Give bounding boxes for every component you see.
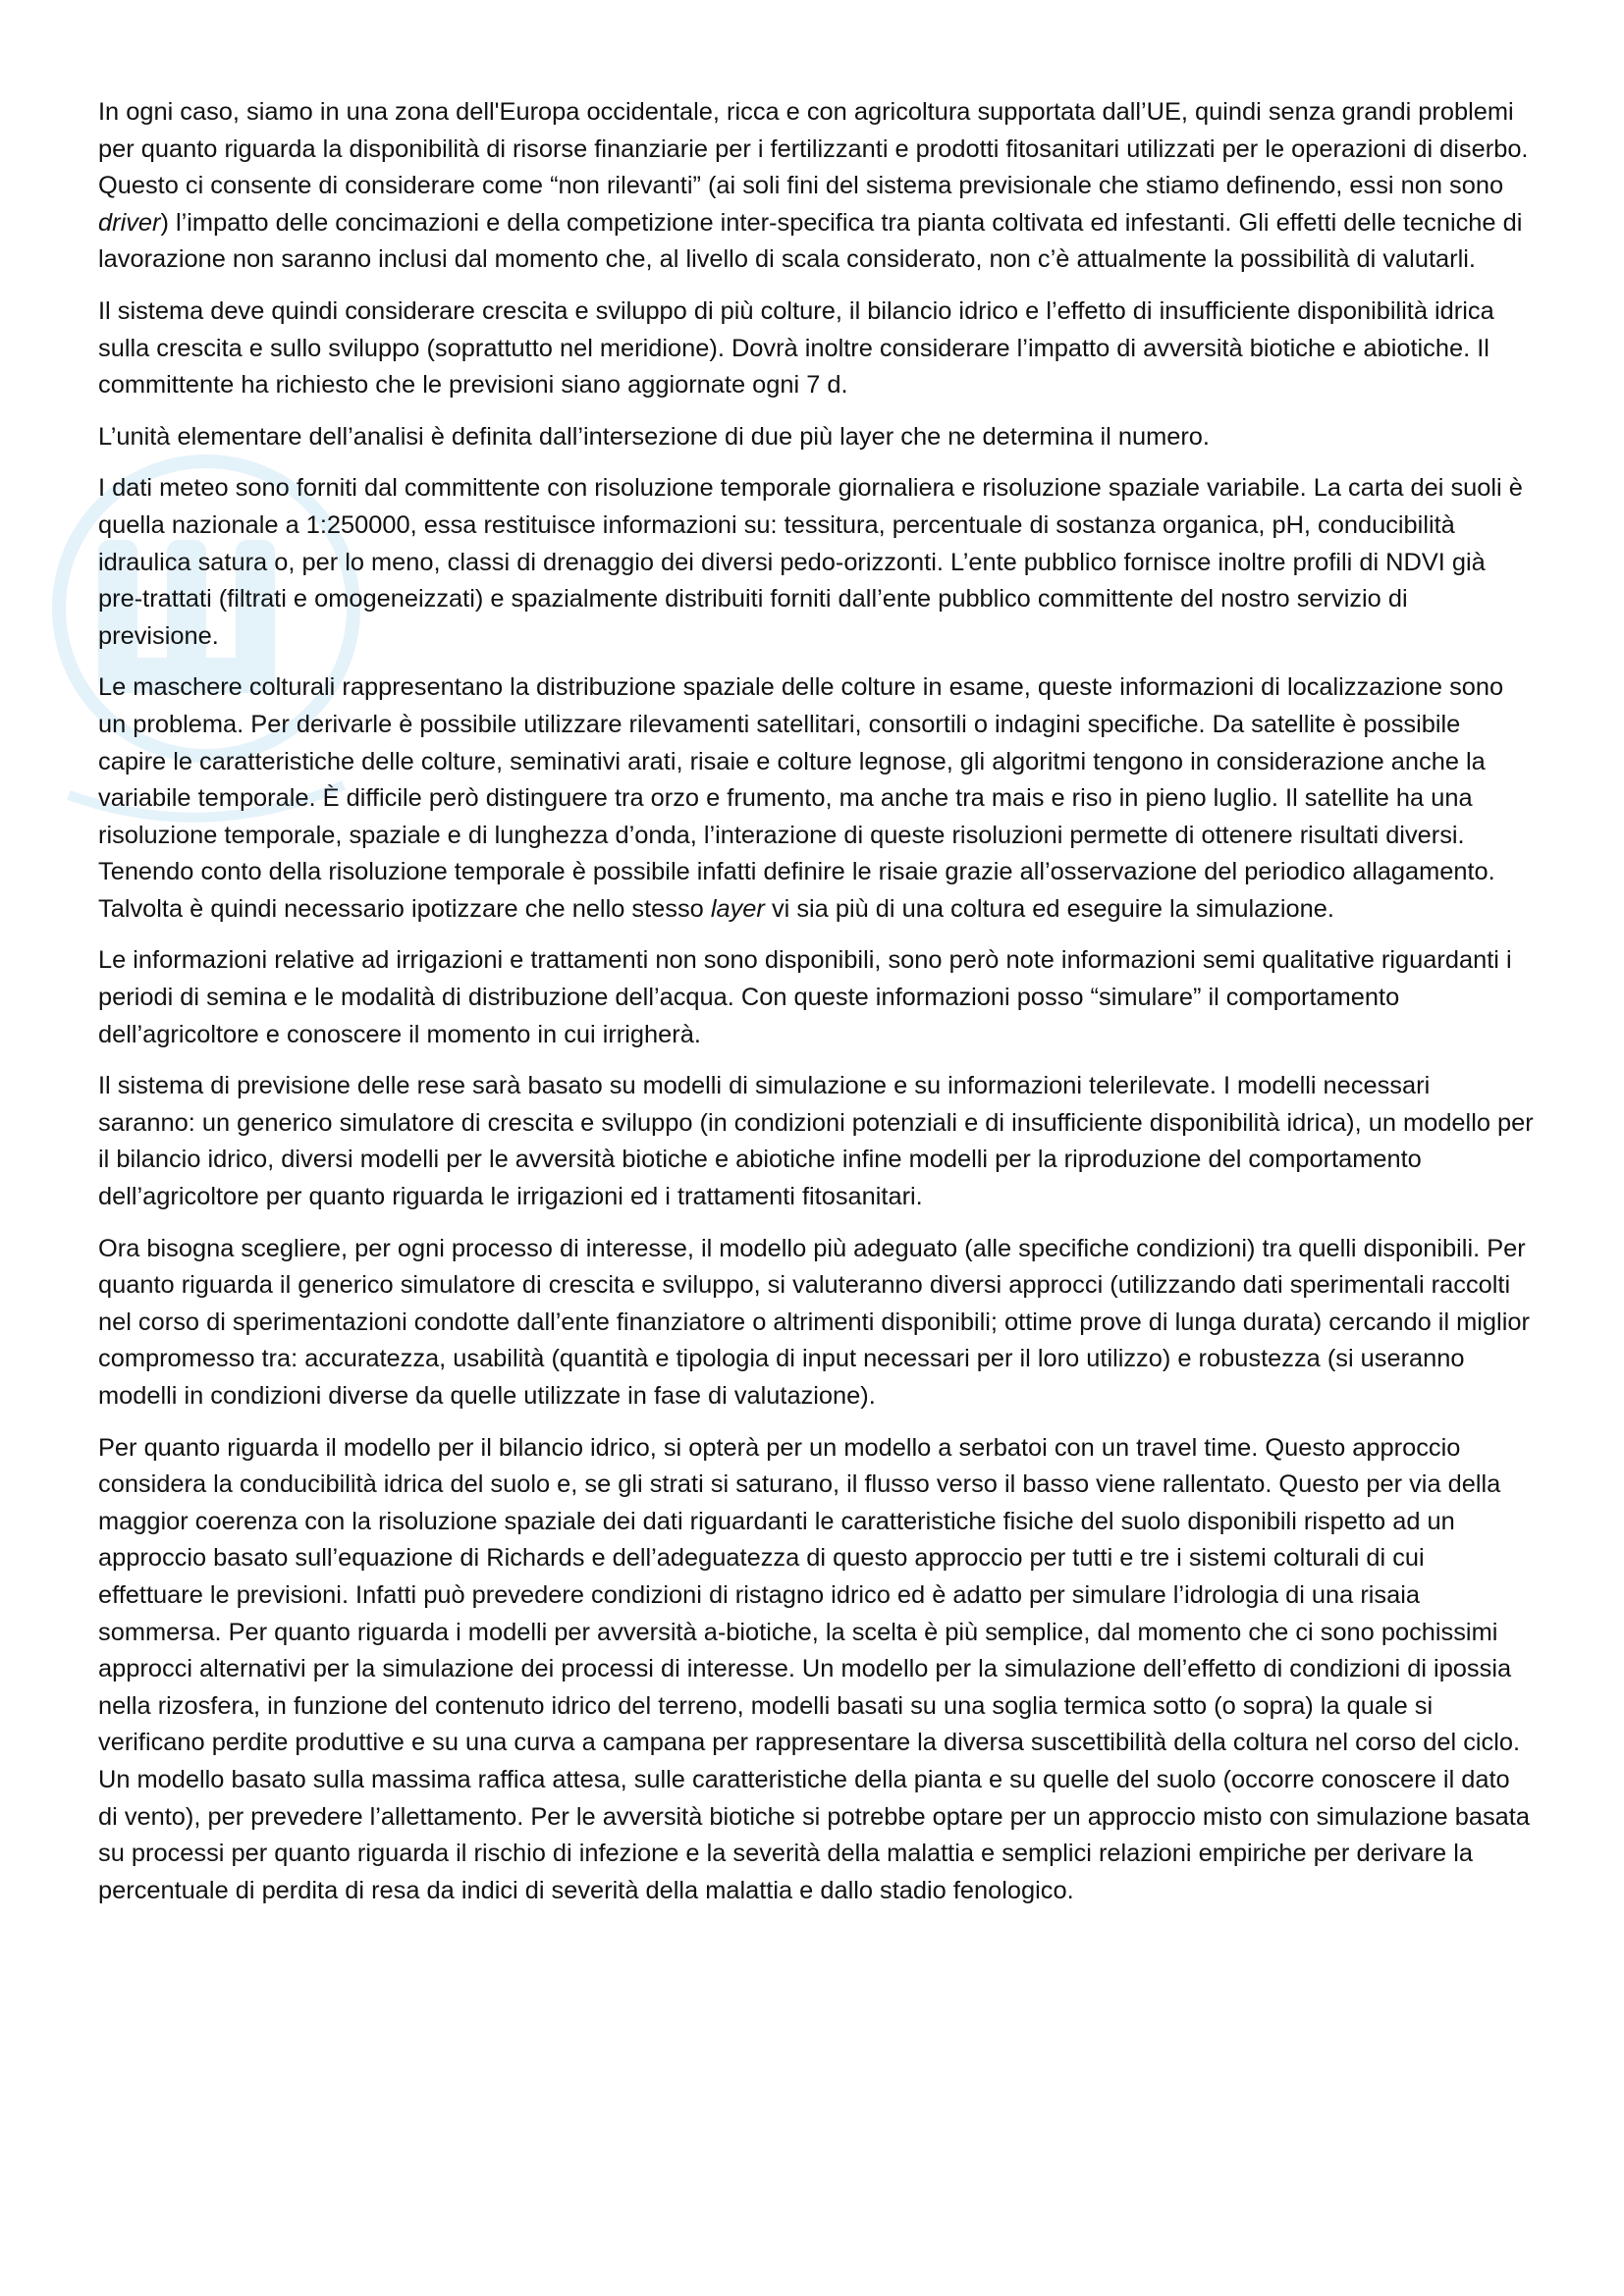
paragraph-2-text: Il sistema deve quindi considerare crescita e sviluppo di più colture, il bilancio idrico e l’effetto di insufficiente disponibilità idrica sulla crescita e sullo sviluppo (soprattutto nel meridione). Dovrà inoltre considerare l’impatto di avversità biotiche e abiotiche. Il committente ha richiesto che le previsioni siano aggiornate ogni 7 d.	[98, 296, 1494, 400]
paragraph-1	[98, 94, 1534, 279]
paragraph-4-text: I dati meteo sono forniti dal committente con risoluzione temporale giornaliera e risoluzione spaziale variabile. La carta dei suoli è quella nazionale a 1:250000, essa restituisce informazioni su: tessitura, percentuale di sostanza organica, pH, conducibilità idraulica satura o, per lo meno, classi di drenaggio dei diversi pedo-orizzonti. L’ente pubblico fornisce inoltre profili di NDVI già pre-trattati (filtrati e omogeneizzati) e spazialmente distribuiti forniti dall’ente pubblico committente del nostro servizio di previsione.	[98, 474, 1523, 650]
paragraph-5-text-b: vi sia più di una coltura ed eseguire la simulazione.	[764, 894, 1334, 923]
paragraph-9	[98, 1430, 1534, 1910]
paragraph-4	[98, 470, 1534, 655]
paragraph-7	[98, 1068, 1534, 1215]
paragraph-2	[98, 294, 1534, 404]
document-page	[98, 94, 1534, 1924]
paragraph-6	[98, 942, 1534, 1053]
paragraph-5-text-a: Le maschere colturali rappresentano la distribuzione spaziale delle colture in esame, queste informazioni di localizzazione sono un problema. Per derivarle è possibile utilizzare rilevamenti satellitari, consortili o indagini specifiche. Da satellite è possibile capire le caratteristiche delle colture, seminativi arati, risaie e colture legnose, gli algoritmi tengono in considerazione anche la variabile temporale. È difficile però distinguere tra orzo e frumento, ma anche tra mais e riso in pieno luglio. Il satellite ha una risoluzione temporale, spaziale e di lunghezza d’onda, l’interazione di queste risoluzioni permette di ottenere risultati diversi. Tenendo conto della risoluzione temporale è possibile infatti definire le risaie grazie all’osservazione del periodico allagamento. Talvolta è quindi necessario ipotizzare che nello stesso	[98, 673, 1504, 923]
paragraph-1-text-b: ) l’impatto delle concimazioni e della competizione inter-specifica tra pianta coltivata ed infestanti. Gli effetti delle tecniche di lavorazione non saranno inclusi dal momento che, al livello di scala considerato, non c’è attualmente la possibilità di valutarli.	[98, 208, 1523, 274]
paragraph-5-italic-term: layer	[710, 894, 765, 923]
paragraph-1-italic-term: driver	[98, 208, 161, 237]
paragraph-9-text: Per quanto riguarda il modello per il bilancio idrico, si opterà per un modello a serbatoi con un travel time. Questo approccio considera la conducibilità idrica del suolo e, se gli strati si saturano, il flusso verso il basso viene rallentato. Questo per via della maggior coerenza con la risoluzione spaziale dei dati riguardanti le caratteristiche fisiche del suolo disponibili rispetto ad un approccio basato sull’equazione di Richards e dell’adeguatezza di questo approccio per tutti e tre i sistemi colturali di cui effettuare le previsioni. Infatti può prevedere condizioni di ristagno idrico ed è adatto per simulare l’idrologia di una risaia sommersa. Per quanto riguarda i modelli per avversità a-biotiche, la scelta è più semplice, dal momento che ci sono pochissimi approcci alternativi per la simulazione dei processi di interesse. Un modello per la simulazione dell’effetto di condizioni di ipossia nella rizosfera, in funzione del contenuto idrico del terreno, modelli basati su una soglia termica sotto (o sopra) la quale si verificano perdite produttive e su una curva a campana per rappresentare la diversa suscettibilità della coltura nel corso del ciclo. Un modello basato sulla massima raffica attesa, sulle caratteristiche della pianta e su quelle del suolo (occorre conoscere il dato di vento), per prevedere l’allettamento. Per le avversità biotiche si potrebbe optare per un approccio misto con simulazione basata su processi per quanto riguarda il rischio di infezione e la severità della malattia e semplici relazioni empiriche per derivare la percentuale di perdita di resa da indici di severità della malattia e dallo stadio fenologico.	[98, 1433, 1530, 1904]
paragraph-5	[98, 669, 1534, 928]
paragraph-6-text: Le informazioni relative ad irrigazioni e trattamenti non sono disponibili, sono però note informazioni semi qualitative riguardanti i periodi di semina e le modalità di distribuzione dell’acqua. Con queste informazioni posso “simulare” il comportamento dell’agricoltore e conoscere il momento in cui irrigherà.	[98, 946, 1512, 1048]
paragraph-8	[98, 1231, 1534, 1415]
paragraph-7-text: Il sistema di previsione delle rese sarà basato su modelli di simulazione e su informazioni telerilevate. I modelli necessari saranno: un generico simulatore di crescita e sviluppo (in condizioni potenziali e di insufficiente disponibilità idrica), un modello per il bilancio idrico, diversi modelli per le avversità biotiche e abiotiche infine modelli per la riproduzione del comportamento dell’agricoltore per quanto riguarda le irrigazioni ed i trattamenti fitosanitari.	[98, 1072, 1534, 1211]
paragraph-1-text-a: In ogni caso, siamo in una zona dell'Europa occidentale, ricca e con agricoltura supportata dall’UE, quindi senza grandi problemi per quanto riguarda la disponibilità di risorse finanziarie per i fertilizzanti e prodotti fitosanitari utilizzati per le operazioni di diserbo. Questo ci consente di considerare come “non rilevanti” (ai soli fini del sistema previsionale che stiamo definendo, essi non sono	[98, 98, 1529, 200]
paragraph-3	[98, 419, 1534, 456]
paragraph-3-text: L’unità elementare dell’analisi è definita dall’intersezione di due più layer che ne determina il numero.	[98, 422, 1210, 451]
paragraph-8-text: Ora bisogna scegliere, per ogni processo di interesse, il modello più adeguato (alle specifiche condizioni) tra quelli disponibili. Per quanto riguarda il generico simulatore di crescita e sviluppo, si valuteranno diversi approcci (utilizzando dati sperimentali raccolti nel corso di sperimentazioni condotte dall’ente finanziatore o altrimenti disponibili; ottime prove di lunga durata) cercando il miglior compromesso tra: accuratezza, usabilità (quantità e tipologia di input necessari per il loro utilizzo) e robustezza (si useranno modelli in condizioni diverse da quelle utilizzate in fase di valutazione).	[98, 1234, 1530, 1410]
